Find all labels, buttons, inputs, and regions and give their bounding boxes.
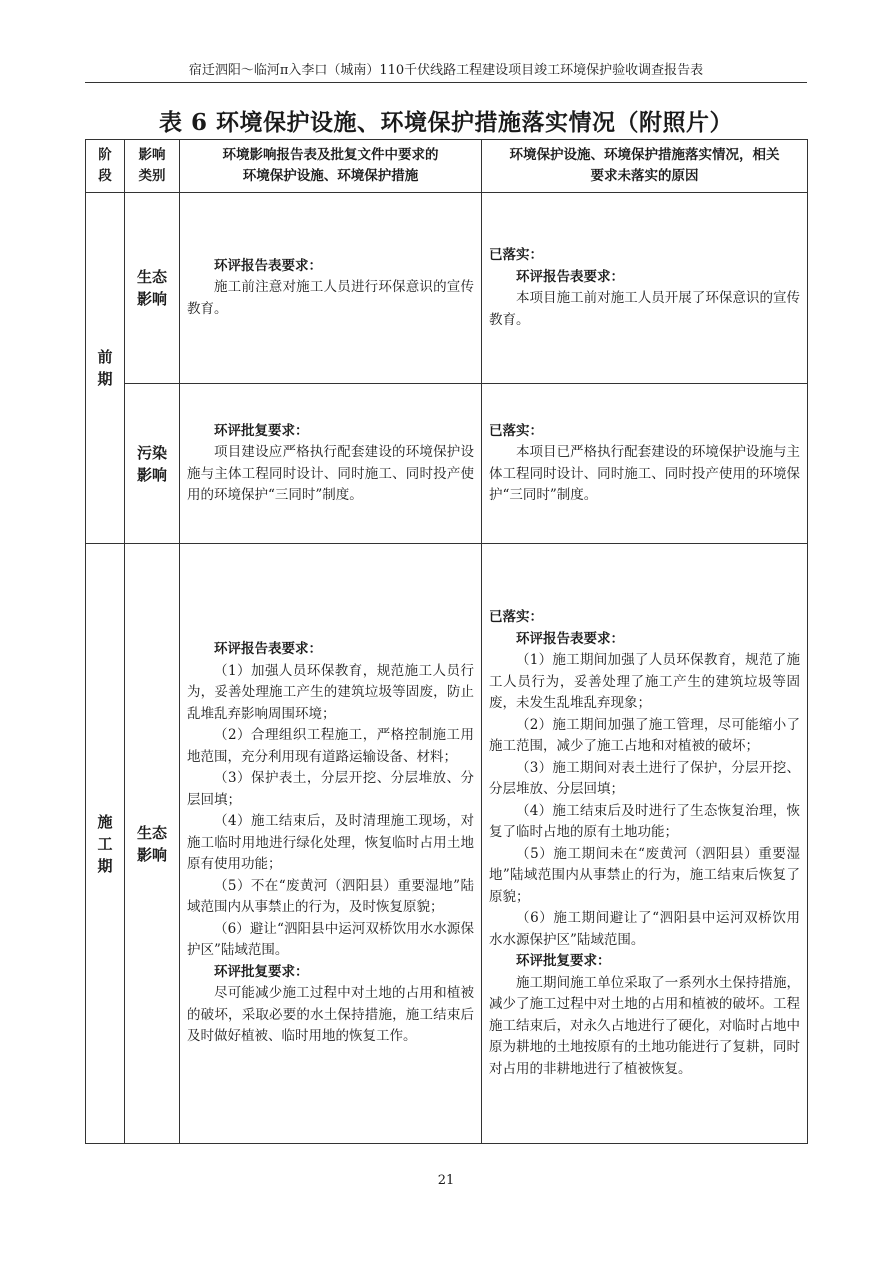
implementation-item: （3）施工期间对表土进行了保护，分层开挖、分层堆放、分层回填； xyxy=(489,759,800,797)
implementation-heading: 环评批复要求： xyxy=(516,953,611,969)
stage-label: 期 xyxy=(97,370,113,388)
implementation-item: （1）施工期间加强了人员环保教育，规范了施工人员行为，妥善处理了施工产生的建筑垃圾等固废，未发生乱堆乱弃现象； xyxy=(489,652,800,711)
table-row xyxy=(86,544,808,1144)
status-label: 已落实： xyxy=(489,247,543,263)
requirement-heading: 环评报告表要求： xyxy=(214,257,322,274)
implementation-cell xyxy=(482,193,808,384)
required-measures-cell xyxy=(180,544,482,1144)
stage-cell-preconstruction xyxy=(86,193,125,544)
impact-type-label: 影响 xyxy=(136,845,167,864)
status-label: 已落实： xyxy=(489,422,543,439)
header-required-line: 环境保护设施、环境保护措施 xyxy=(242,168,419,184)
stage-cell-construction xyxy=(86,544,125,1144)
required-measures-cell xyxy=(180,193,482,384)
requirement-item: （3）保护表土，分层开挖、分层堆放、分层回填； xyxy=(187,770,474,808)
header-stage-line: 段 xyxy=(98,168,112,184)
implementation-text: 本项目施工前对施工人员开展了环保意识的宣传教育。 xyxy=(489,290,800,328)
impact-type-label: 污染 xyxy=(136,443,167,462)
requirement-item: （5）不在“废黄河（泗阳县）重要湿地”陆域范围内从事禁止的行为，及时恢复原貌； xyxy=(187,877,474,916)
table-header-row xyxy=(86,140,808,193)
implementation-heading: 环评报告表要求： xyxy=(516,630,624,647)
header-rule xyxy=(85,82,807,83)
table-row xyxy=(86,193,808,384)
requirement-heading: 环评报告表要求： xyxy=(214,641,322,658)
implementation-item: （2）施工期间加强了施工管理，尽可能缩小了施工范围，减少了施工占地和对植被的破坏； xyxy=(489,716,800,754)
page-header: 宿迁泗阳～临河π入李口（城南）110千伏线路工程建设项目竣工环境保护验收调查报告表 xyxy=(188,63,704,78)
header-implemented-line: 要求未落实的原因 xyxy=(590,168,699,184)
requirement-heading: 环评批复要求： xyxy=(214,963,309,980)
header-impact-type xyxy=(125,140,180,193)
implementation-cell xyxy=(482,384,808,544)
impact-type-cell xyxy=(125,193,180,384)
impact-type-label: 影响 xyxy=(136,465,167,484)
table-row xyxy=(86,384,808,544)
table-title: 表 6 环境保护设施、环境保护措施落实情况（附照片） xyxy=(158,109,734,136)
required-measures-cell xyxy=(180,384,482,544)
header-impact-type-line: 影响 xyxy=(138,147,166,163)
measures-table xyxy=(85,139,808,1144)
implementation-text: 施工期间施工单位采取了一系列水土保持措施，减少了施工过程中对土地的占用和植被的破坏。工程施工结束后，对永久占地进行了硬化，对临时占地中原为耕地的土地按原有的土地功能进行了复耕，同时对占用的非耕地进行了植被恢复。 xyxy=(489,974,800,1077)
status-label: 已落实： xyxy=(489,609,543,625)
requirement-item: （2）合理组织工程施工，严格控制施工用地范围，充分利用现有道路运输设备、材料； xyxy=(187,727,474,765)
header-implemented-line: 环境保护设施、环境保护措施落实情况，相关 xyxy=(509,147,780,163)
stage-label: 施 xyxy=(97,812,113,831)
header-impact-type-line: 类别 xyxy=(138,168,166,184)
impact-type-cell xyxy=(125,384,180,544)
implementation-item: （4）施工结束后及时进行了生态恢复治理，恢复了临时占地的原有土地功能； xyxy=(489,802,800,840)
requirement-text: 施工前注意对施工人员进行环保意识的宣传教育。 xyxy=(187,279,474,317)
requirement-text: 项目建设应严格执行配套建设的环境保护设施与主体工程同时设计、同时施工、同时投产使用的环境保护“三同时”制度。 xyxy=(187,444,474,503)
header-implementation-status xyxy=(482,140,808,193)
stage-label: 前 xyxy=(97,348,113,366)
requirement-item: （1）加强人员环保教育，规范施工人员行为，妥善处理施工产生的建筑垃圾等固废，防止乱堆乱弃影响周围环境； xyxy=(187,662,474,722)
impact-type-label: 影响 xyxy=(136,290,167,308)
stage-label: 工 xyxy=(97,834,113,853)
implementation-cell xyxy=(482,544,808,1144)
implementation-item: （5）施工期间未在“废黄河（泗阳县）重要湿地”陆域范围内从事禁止的行为，施工结束后恢复了原貌； xyxy=(489,845,800,905)
implementation-item: （6）施工期间避让了“泗阳县中运河双桥饮用水水源保护区”陆域范围。 xyxy=(489,910,800,948)
header-required-measures xyxy=(180,140,482,193)
requirement-item: （4）施工结束后，及时清理施工现场，对施工临时用地进行绿化处理，恢复临时占用土地原有使用功能； xyxy=(187,813,474,873)
requirement-item: （6）避让“泗阳县中运河双桥饮用水水源保护区”陆域范围。 xyxy=(187,920,474,959)
header-stage-line: 阶 xyxy=(98,147,112,163)
header-required-line: 环境影响报告表及批复文件中要求的 xyxy=(222,147,439,163)
impact-type-label: 生态 xyxy=(136,268,167,286)
stage-label: 期 xyxy=(97,856,113,875)
page-number: 21 xyxy=(437,1173,455,1188)
implementation-text: 本项目已严格执行配套建设的环境保护设施与主体工程同时设计、同时施工、同时投产使用的环境保护“三同时”制度。 xyxy=(489,444,800,503)
implementation-heading: 环评报告表要求： xyxy=(516,268,624,285)
impact-type-cell xyxy=(125,544,180,1144)
impact-type-label: 生态 xyxy=(136,823,167,842)
requirement-text: 尽可能减少施工过程中对土地的占用和植被的破坏，采取必要的水土保持措施，施工结束后及时做好植被、临时用地的恢复工作。 xyxy=(187,985,474,1045)
header-stage xyxy=(86,140,125,193)
requirement-heading: 环评批复要求： xyxy=(214,422,309,439)
